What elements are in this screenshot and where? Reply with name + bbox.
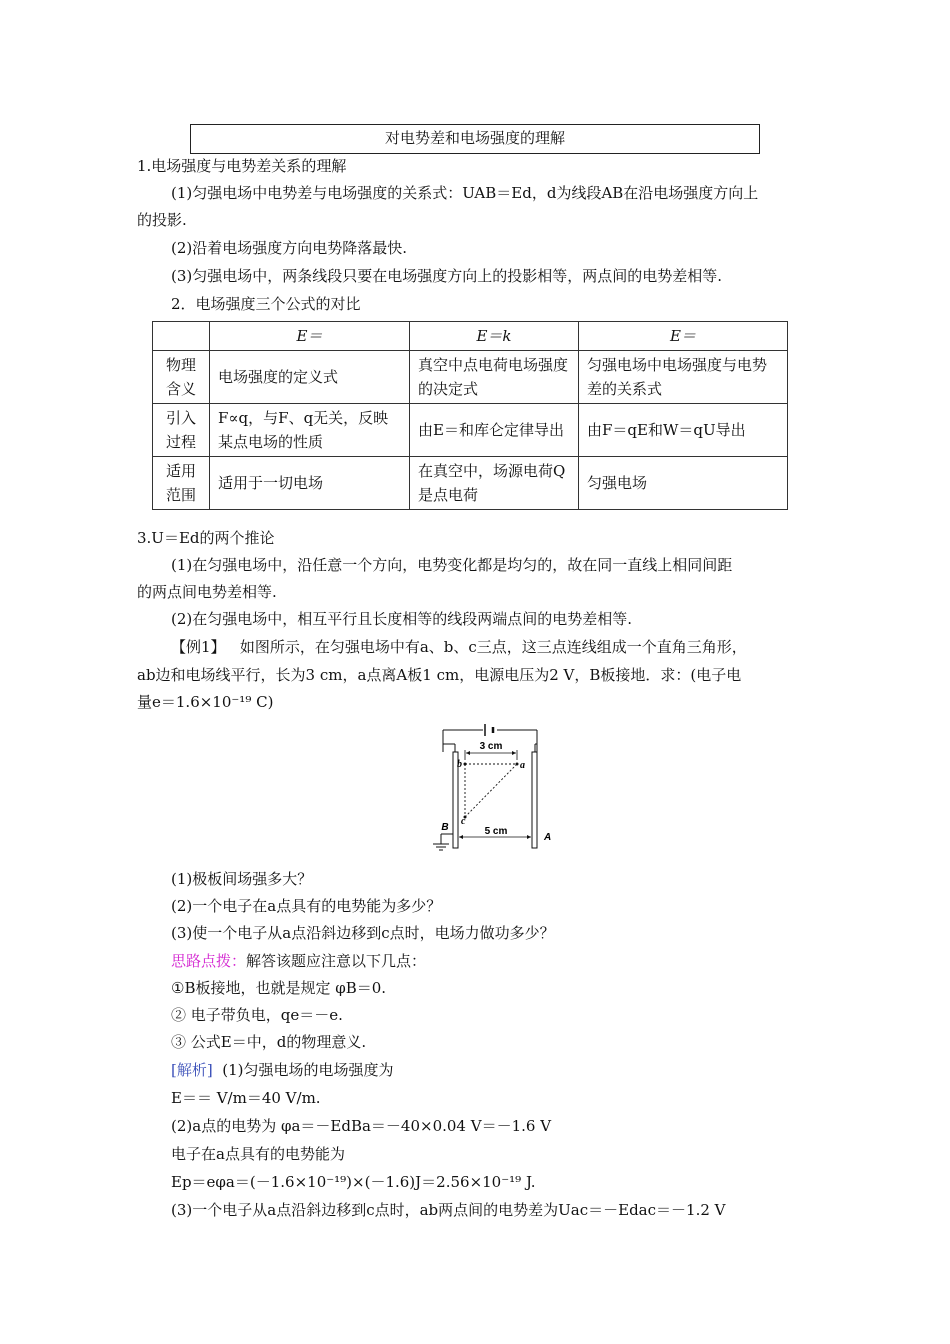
solution-line6: (3)一个电子从a点沿斜边移到c点时，ab两点间的电势差为Uac＝－Edac＝－1.2 V (171, 1201, 726, 1219)
part1-item2: (2)沿着电场强度方向电势降落最快. (171, 239, 408, 257)
formula-comparison-table (152, 321, 788, 510)
part1-item1-line1: (1)匀强电场中电势差与电场强度的关系式：UAB＝Ed，d为线段AB在沿电场强度方向上 (171, 184, 759, 202)
row-label (153, 404, 210, 457)
part3-item1-line1: (1)在匀强电场中，沿任意一个方向，电势变化都是均匀的，故在同一直线上相同间距 (171, 556, 733, 574)
part1-heading: 1.电场强度与电势差关系的理解 (137, 157, 347, 175)
row-label (153, 351, 210, 404)
section-title: 对电势差和电场强度的理解 (190, 124, 760, 154)
label-point-b: b (457, 759, 462, 770)
table-header-cell: E＝ (210, 322, 410, 351)
table-cell: 由E＝和库仑定律导出 (410, 404, 579, 457)
table-row (153, 457, 788, 510)
plate-A (532, 752, 537, 848)
table-cell: 真空中点电荷电场强度的决定式 (410, 351, 579, 404)
table-cell: 匀强电场中电场强度与电势差的关系式 (579, 351, 788, 404)
row-label-line: 引入 (165, 409, 196, 427)
solution-line4: 电子在a点具有的电势能为 (171, 1145, 345, 1163)
label-point-a: a (520, 760, 525, 771)
example-text: 如图所示，在匀强电场中有a、b、c三点，这三点连线组成一个直角三角形， (239, 638, 747, 656)
part3-item2: (2)在匀强电场中，相互平行且长度相等的线段两端点间的电势差相等. (171, 610, 633, 628)
hint-point-2: ② 电子带负电，qe＝－e. (171, 1006, 343, 1024)
table-cell: 适用于一切电场 (210, 457, 410, 510)
solution-line1 (171, 1059, 394, 1081)
hint-point-1: ①B板接地，也就是规定 φB＝0. (171, 979, 387, 997)
capacitor-figure (425, 722, 560, 854)
table-header-cell: E＝k (410, 322, 579, 351)
label-point-c: c (461, 816, 466, 827)
label-plate-A: A (544, 832, 552, 843)
solution-line2: E＝＝ V/m＝40 V/m. (171, 1089, 321, 1107)
example-line2: ab边和电场线平行，长为3 cm，a点离A板1 cm，电源电压为2 V，B板接地．求：(电子电 (137, 666, 742, 684)
solution-label: [解析] (171, 1061, 213, 1079)
solution-text: (1)匀强电场的电场强度为 (222, 1061, 394, 1079)
question-2: (2)一个电子在a点具有的电势能为多少？ (171, 897, 442, 915)
table-cell: 匀强电场 (579, 457, 788, 510)
label-plate-B: B (441, 822, 449, 833)
label-top-dim: 3 cm (479, 741, 503, 752)
table-header-cell (153, 322, 210, 351)
table-cell: 电场强度的定义式 (210, 351, 410, 404)
row-label (153, 457, 210, 510)
segment-ac (465, 764, 517, 817)
row-label-line: 范围 (165, 486, 196, 504)
part2-heading: 2．电场强度三个公式的对比 (171, 295, 361, 313)
part3-item1-line2: 的两点间电势差相等. (137, 583, 277, 601)
table-header-cell: E＝ (579, 322, 788, 351)
hint-point-3: ③ 公式E＝中，d的物理意义. (171, 1033, 367, 1051)
table-row (153, 404, 788, 457)
solution-line3: (2)a点的电势为 φa＝－EdBa＝－40×0.04 V＝－1.6 V (171, 1117, 552, 1135)
question-3: (3)使一个电子从a点沿斜边移到c点时，电场力做功多少？ (171, 924, 555, 942)
row-label-line: 适用 (165, 462, 196, 480)
hint-label: 思路点拨： (171, 952, 247, 970)
table-cell: 在真空中，场源电荷Q是点电荷 (410, 457, 579, 510)
table-row (153, 351, 788, 404)
part1-item1-line2: 的投影. (137, 211, 187, 229)
part1-item3: (3)匀强电场中，两条线段只要在电场强度方向上的投影相等，两点间的电势差相等. (171, 267, 723, 285)
example-line1 (171, 636, 747, 658)
label-bottom-dim: 5 cm (484, 826, 508, 837)
table-cell: F∝q，与F、q无关，反映某点电场的性质 (210, 404, 410, 457)
row-label-line: 过程 (165, 433, 196, 451)
table-cell: 由F＝qE和W＝qU导出 (579, 404, 788, 457)
hint-text: 解答该题应注意以下几点： (246, 952, 427, 970)
question-1: (1)极板间场强多大？ (171, 870, 313, 888)
hint-line (171, 950, 426, 972)
row-label-line: 物理 (165, 356, 196, 374)
example-line3: 量e＝1.6×10⁻¹⁹ C) (137, 693, 274, 711)
part3-heading: 3.U＝Ed的两个推论 (137, 529, 275, 547)
row-label-line: 含义 (165, 380, 196, 398)
example-label: 【例1】 (171, 638, 226, 656)
solution-line5: Ep＝eφa＝(－1.6×10⁻¹⁹)×(－1.6)J＝2.56×10⁻¹⁹ J. (171, 1173, 536, 1191)
table-header-row (153, 322, 788, 351)
